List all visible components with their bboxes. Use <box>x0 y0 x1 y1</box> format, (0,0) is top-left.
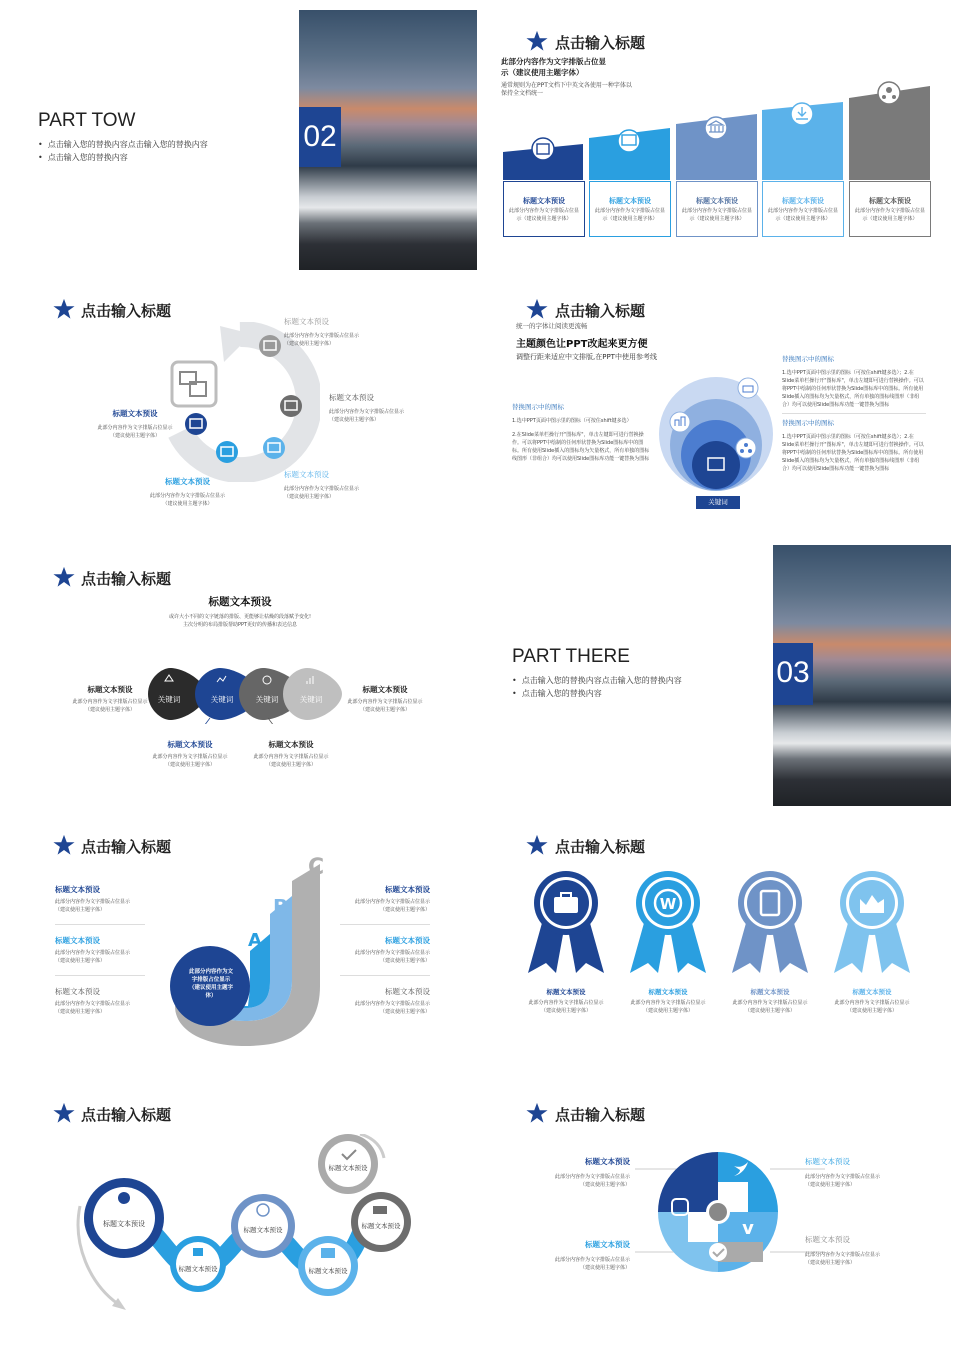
label-body: 此部分内容作为文字排版占位显示 <box>152 754 228 760</box>
label-title: 标题文本预设 <box>852 988 892 996</box>
label-body: 此部分内容作为文字排版占位显示 <box>528 1000 604 1006</box>
center-text <box>120 594 360 629</box>
chain-label-bottom-right <box>226 739 356 769</box>
bullet-item: • 点击输入您的替换内容点击输入您的替换内容 <box>38 140 208 149</box>
label-body: 此部分内容作为文字排版占位显示 <box>329 409 405 415</box>
step-card <box>503 181 585 237</box>
card-title: 标题文本预设 <box>782 197 824 205</box>
label-title: 标题文本预设 <box>750 988 790 996</box>
star-icon <box>526 30 548 52</box>
slide-title: 点击输入标题 <box>555 1106 646 1124</box>
badge-tablet <box>732 871 808 973</box>
subtitle-line: 此部分内容作为文字排版占位显 <box>501 57 606 66</box>
slide-title: 点击输入标题 <box>81 838 172 856</box>
label-title: 标题文本预设 <box>284 317 329 326</box>
center-body: 主次分明的布局排版帮助PPT更好的传播和表达信息 <box>182 622 298 628</box>
card-title: 标题文本预设 <box>869 197 911 205</box>
label-body: 此部分内容作为文字排版占位显示 <box>554 1174 630 1180</box>
label-body: 此部分内容作为文字排版占位显示 <box>347 699 423 705</box>
step-card <box>589 181 671 237</box>
star-icon <box>53 566 75 588</box>
wave-label: 标题文本预设 <box>243 1226 283 1234</box>
social-label-br <box>805 1234 895 1267</box>
label-body: （建议使用主题字体） <box>579 1182 630 1188</box>
slide-social <box>480 1084 960 1352</box>
label-body: （建议使用主题字体） <box>284 494 335 500</box>
keyword-text: 关键词 <box>157 695 181 704</box>
bullet-list <box>512 674 682 700</box>
circle-line: （建议使用主题字 <box>188 985 233 991</box>
slide-part-two <box>0 0 480 272</box>
star-icon <box>526 834 548 856</box>
label-body: 此部分内容作为文字排版占位显示 <box>354 1001 430 1007</box>
label-body: （建议使用主题字体） <box>109 433 160 439</box>
label-body: （建议使用主题字体） <box>642 1008 693 1014</box>
label-body: （建议使用主题字体） <box>846 1008 897 1014</box>
label-title: 标题文本预设 <box>805 1157 850 1166</box>
step-card <box>676 181 758 237</box>
top-small: 统一的字体让阅读更流畅 <box>516 322 588 330</box>
cycle-label-bottom-right <box>284 469 359 501</box>
slide-part-three <box>480 544 960 816</box>
label-title: 标题文本预设 <box>585 1240 630 1249</box>
wave-label: 标题文本预设 <box>178 1265 218 1273</box>
chain-label-left <box>45 684 175 714</box>
abc-left-1 <box>55 884 145 925</box>
cycle-label-top <box>284 316 359 348</box>
label-body: 此部分内容作为文字排版占位显示 <box>253 754 329 760</box>
keyword-text: 关键词 <box>255 695 279 704</box>
label-title: 标题文本预设 <box>329 393 374 402</box>
slide-keyword-chain <box>0 544 480 816</box>
label-body: （建议使用主题字体） <box>379 907 430 913</box>
bullet-list <box>38 138 208 164</box>
keyword-pill: 关键词 <box>696 496 740 509</box>
card-title: 标题文本预设 <box>523 197 565 205</box>
label-body: （建议使用主题字体） <box>805 1182 856 1188</box>
slide-title: 点击输入标题 <box>81 1106 172 1124</box>
letter-c: C <box>308 856 325 880</box>
label-title: 标题文本预设 <box>167 740 213 749</box>
subtitle-line: 示（建议使用主题字体） <box>501 68 584 77</box>
label-body: 此部分内容作为文字排版占位显示 <box>72 699 148 705</box>
star-icon <box>53 834 75 856</box>
slide-title: 点击输入标题 <box>555 838 646 856</box>
wave-label: 标题文本预设 <box>328 1164 368 1172</box>
text-body: 2.在Slide菜单栏操行开"图标库"，单击左键即可进行替换操作。可以将PPT中绘制的任何形状替换为Slide图标库中的图标。所有使用Slide插入的图标均为矢量格式，所有单独的图标线图形（非组合）均可以使用Slide图标库功能一键替换为图标 <box>512 432 650 462</box>
desc-line: 保持全文档统一 <box>501 90 544 97</box>
label-body: 此部分内容作为文字排版占位显示 <box>630 1000 706 1006</box>
label-title: 标题文本预设 <box>585 1157 630 1166</box>
label-title: 标题文本预设 <box>55 987 100 996</box>
center-title: 标题文本预设 <box>208 596 272 608</box>
card-body: 此部分内容作为文字排版占位显示（建议使用主题字体） <box>594 208 665 222</box>
label-title: 标题文本预设 <box>112 409 158 418</box>
card-title: 标题文本预设 <box>609 197 651 205</box>
label-body: 此部分内容作为文字排版占位显示 <box>284 486 360 492</box>
text-body: 1.选中PPT页面中图示里的图标（可按住shift键多选） <box>512 418 632 424</box>
card-body: 此部分内容作为文字排版占位显示（建议使用主题字体） <box>681 208 752 222</box>
section-number: 02 <box>299 107 341 167</box>
keyword-text: 关键词 <box>299 695 323 704</box>
keyword-text: 关键词 <box>210 695 234 704</box>
social-label-tl <box>540 1156 630 1189</box>
slide-staircase <box>480 0 960 272</box>
star-icon <box>526 1102 548 1124</box>
label-title: 标题文本预设 <box>385 936 430 945</box>
star-icon <box>53 1102 75 1124</box>
label-title: 标题文本预设 <box>268 740 314 749</box>
label-body: 此部分内容作为文字排版占位显示 <box>834 1000 910 1006</box>
headline: 主题颜色让PPT改起来更方便 <box>516 339 648 350</box>
social-circle <box>630 1144 830 1294</box>
slide-title: 点击输入标题 <box>555 34 646 52</box>
label-body: （建议使用主题字体） <box>284 341 335 347</box>
step-card <box>762 181 844 237</box>
card-body: 此部分内容作为文字排版占位显示（建议使用主题字体） <box>767 208 838 222</box>
slide-cycle <box>0 272 480 544</box>
ribbon-label <box>730 987 810 1015</box>
label-title: 标题文本预设 <box>55 885 100 894</box>
label-body: 此部分内容作为文字排版占位显示 <box>284 333 360 339</box>
label-body: （建议使用主题字体） <box>540 1008 591 1014</box>
part-title: PART THERE <box>512 646 630 667</box>
abc-left-2 <box>55 935 145 976</box>
card-title: 标题文本预设 <box>696 197 738 205</box>
label-body: 此部分内容作为文字排版占位显示 <box>354 899 430 905</box>
label-body: （建议使用主题字体） <box>55 907 106 913</box>
text-body: 1.选中PPT页面中图示里的图标（可按住shift键多选）；2.在Slide菜单栏操行开"图标库"，单击左键即可进行替换操作。可以将PPT中绘制的任何形状替换为Slide图标库中的图标。所有使用Slide插入的图标均为矢量格式，所有单独的图标线图形（非组合）均可以使用Slide图标库功能一键替换为图标 <box>782 434 924 472</box>
social-label-bl <box>540 1239 630 1272</box>
label-body: 此部分内容作为文字排版占位显示 <box>732 1000 808 1006</box>
label-body: 此部分内容作为文字排版占位显示 <box>55 1001 131 1007</box>
label-body: （建议使用主题字体） <box>744 1008 795 1014</box>
label-body: （建议使用主题字体） <box>164 762 215 768</box>
text-head: 替换图示中的图标 <box>782 419 834 427</box>
bullet-item: • 点击输入您的替换内容 <box>512 689 602 698</box>
label-title: 标题文本预设 <box>87 685 133 694</box>
cycle-label-left <box>80 408 190 440</box>
bullet-item: • 点击输入您的替换内容点击输入您的替换内容 <box>512 676 682 685</box>
label-title: 标题文本预设 <box>362 685 408 694</box>
chain-label-right <box>320 684 450 714</box>
label-title: 标题文本预设 <box>165 477 210 486</box>
badge-wordpress <box>630 871 706 973</box>
label-body: 此部分内容作为文字排版占位显示 <box>805 1174 881 1180</box>
wave-label: 标题文本预设 <box>361 1222 401 1230</box>
badge-briefcase <box>528 871 604 973</box>
star-icon <box>526 298 548 320</box>
part-title: PART TOW <box>38 110 136 131</box>
label-body: （建议使用主题字体） <box>805 1260 856 1266</box>
label-body: （建议使用主题字体） <box>329 417 380 423</box>
text-body: 1.选中PPT页面中图示里的图标（可按住shift键多选）；2.在Slide菜单栏操行开"图标库"，单击左键即可进行替换操作。可以将PPT中绘制的任何形状替换为Slide图标库中的图标。所有使用Slide插入的图标均为矢量格式，所有单独的图标线图形（非组合）均可以使用Slide图标库功能一键替换为图标 <box>782 370 924 408</box>
sub-headline: 调整行距来适应中文排版,在PPT中使用参考线 <box>516 353 657 361</box>
label-body: （建议使用主题字体） <box>359 707 410 713</box>
slide-concentric <box>480 272 960 544</box>
letter-a: A <box>248 930 262 951</box>
ribbon-label <box>832 987 912 1015</box>
wave-label: 标题文本预设 <box>103 1220 145 1228</box>
label-title: 标题文本预设 <box>55 936 100 945</box>
abc-left-3 <box>55 986 145 1016</box>
circle-line: 体） <box>205 993 217 999</box>
abc-diagram <box>170 856 330 1056</box>
step-card <box>849 181 931 237</box>
label-body: 此部分内容作为文字排版占位显示 <box>55 899 131 905</box>
center-body: 或许大小不同的文字链落的排版、更能够让枯燥的段落赋予变化! <box>168 614 311 620</box>
wave-diagram <box>70 1134 420 1334</box>
social-label-tr <box>805 1156 895 1189</box>
bullet-item: • 点击输入您的替换内容 <box>38 153 128 162</box>
svg-text:W: W <box>659 895 677 913</box>
divider <box>782 413 926 414</box>
slide-wave <box>0 1084 480 1352</box>
slide-title: 点击输入标题 <box>555 302 646 320</box>
label-body: （建议使用主题字体） <box>55 1009 106 1015</box>
ribbon-label <box>526 987 606 1015</box>
circle-line: 字排版占位显示 <box>191 977 231 983</box>
card-body: 此部分内容作为文字排版占位显示（建议使用主题字体） <box>854 208 925 222</box>
label-title: 标题文本预设 <box>385 987 430 996</box>
label-body: （建议使用主题字体） <box>265 762 316 768</box>
letter-b: B <box>273 895 289 919</box>
label-title: 标题文本预设 <box>284 470 329 479</box>
label-body: 此部分内容作为文字排版占位显示 <box>554 1257 630 1263</box>
center-circle-text <box>180 968 242 1000</box>
concentric-diagram <box>658 376 778 502</box>
label-body: 此部分内容作为文字排版占位显示 <box>149 493 225 499</box>
desc-line: 通常规则为在PPT文档下中英文各使用一种字体以 <box>501 82 632 89</box>
abc-right-3 <box>340 986 430 1016</box>
label-body: 此部分内容作为文字排版占位显示 <box>97 425 173 431</box>
slide-ribbons <box>480 816 960 1084</box>
label-body: （建议使用主题字体） <box>162 501 213 507</box>
label-body: 此部分内容作为文字排版占位显示 <box>55 950 131 956</box>
label-body: （建议使用主题字体） <box>579 1265 630 1271</box>
ribbon-badges <box>520 871 920 981</box>
label-body: 此部分内容作为文字排版占位显示 <box>805 1252 881 1258</box>
right-text <box>782 354 926 473</box>
label-body: 此部分内容作为文字排版占位显示 <box>354 950 430 956</box>
label-title: 标题文本预设 <box>385 885 430 894</box>
label-body: （建议使用主题字体） <box>55 958 106 964</box>
left-text <box>512 402 652 463</box>
label-title: 标题文本预设 <box>546 988 586 996</box>
star-icon <box>53 298 75 320</box>
slide-title: 点击输入标题 <box>81 302 172 320</box>
label-body: （建议使用主题字体） <box>379 958 430 964</box>
abc-right-1 <box>340 884 430 925</box>
cycle-label-right <box>329 392 404 424</box>
text-head: 替换图示中的图标 <box>512 403 564 411</box>
label-title: 标题文本预设 <box>648 988 688 996</box>
section-number: 03 <box>773 643 813 705</box>
label-title: 标题文本预设 <box>805 1235 850 1244</box>
abc-right-2 <box>340 935 430 976</box>
subtitle <box>501 56 606 78</box>
slide-title: 点击输入标题 <box>81 570 172 588</box>
cycle-label-bottom <box>120 476 255 508</box>
circle-line: 此部分内容作为文 <box>188 969 233 975</box>
label-body: （建议使用主题字体） <box>84 707 135 713</box>
wave-label: 标题文本预设 <box>308 1267 348 1275</box>
ribbon-label <box>628 987 708 1015</box>
card-body: 此部分内容作为文字排版占位显示（建议使用主题字体） <box>508 208 579 222</box>
badge-area-chart <box>834 871 910 973</box>
label-body: （建议使用主题字体） <box>379 1009 430 1015</box>
text-head: 替换图示中的图标 <box>782 355 834 363</box>
slide-abc <box>0 816 480 1084</box>
svg-text:v: v <box>742 1218 754 1239</box>
